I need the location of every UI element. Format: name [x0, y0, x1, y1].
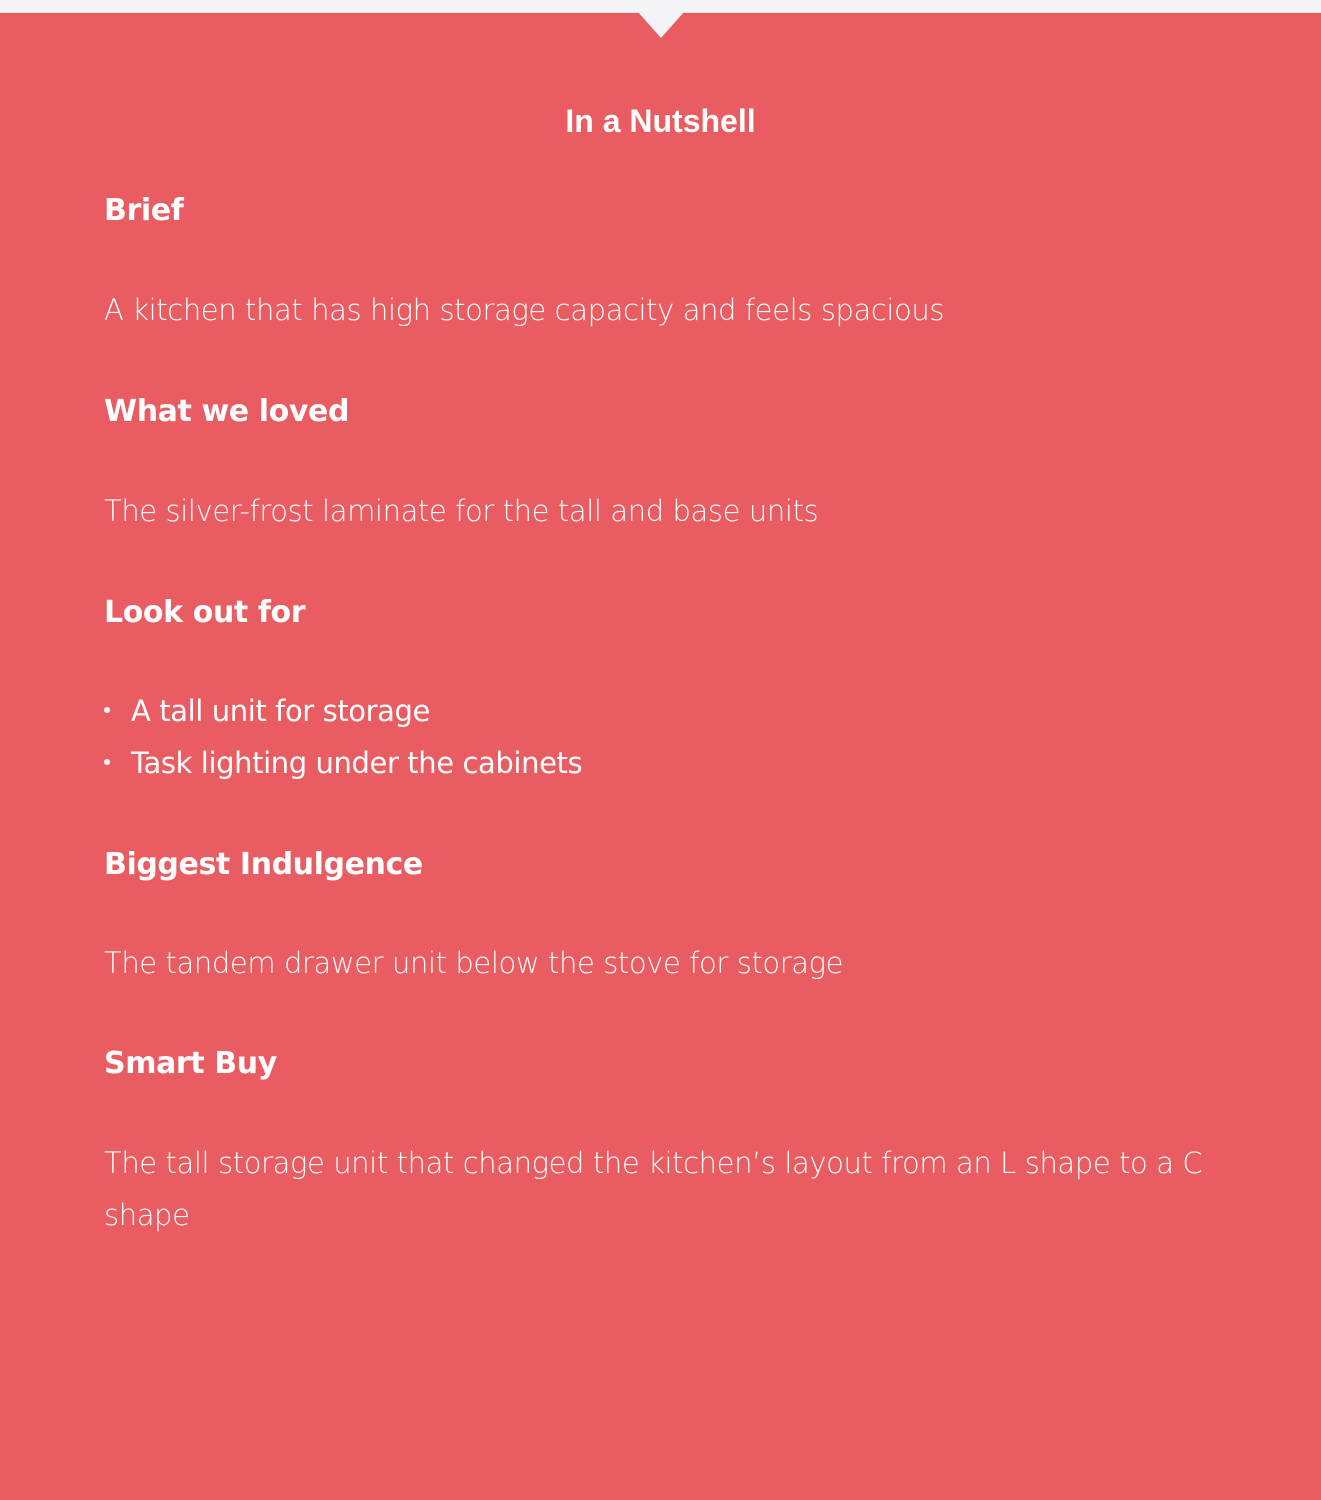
bullet-icon: [104, 759, 110, 765]
section-heading-biggest-indulgence: Biggest Indulgence: [104, 847, 423, 882]
pointer-notch-icon: [638, 12, 684, 38]
bullet-icon: [104, 707, 110, 713]
list-item-label: Task lighting under the cabinets: [131, 746, 583, 780]
nutshell-panel: [0, 13, 1321, 1500]
section-heading-look-out-for: Look out for: [104, 595, 306, 630]
look-out-for-list: [104, 685, 582, 789]
section-heading-what-we-loved: What we loved: [104, 394, 350, 429]
section-text-biggest-indulgence: The tandem drawer unit below the stove for storage: [104, 946, 844, 980]
list-item: [104, 685, 582, 737]
panel-title: In a Nutshell: [565, 103, 756, 139]
section-text-smart-buy: The tall storage unit that changed the kitchen’s layout from an L shape to a C shape: [104, 1146, 1203, 1232]
list-item-label: A tall unit for storage: [131, 694, 430, 728]
section-heading-brief: Brief: [104, 193, 184, 228]
section-heading-smart-buy: Smart Buy: [104, 1046, 277, 1081]
list-item: [104, 737, 582, 789]
section-text-brief: A kitchen that has high storage capacity and feels spacious: [104, 293, 945, 327]
section-text-what-we-loved: The silver-frost laminate for the tall and base units: [104, 494, 819, 528]
